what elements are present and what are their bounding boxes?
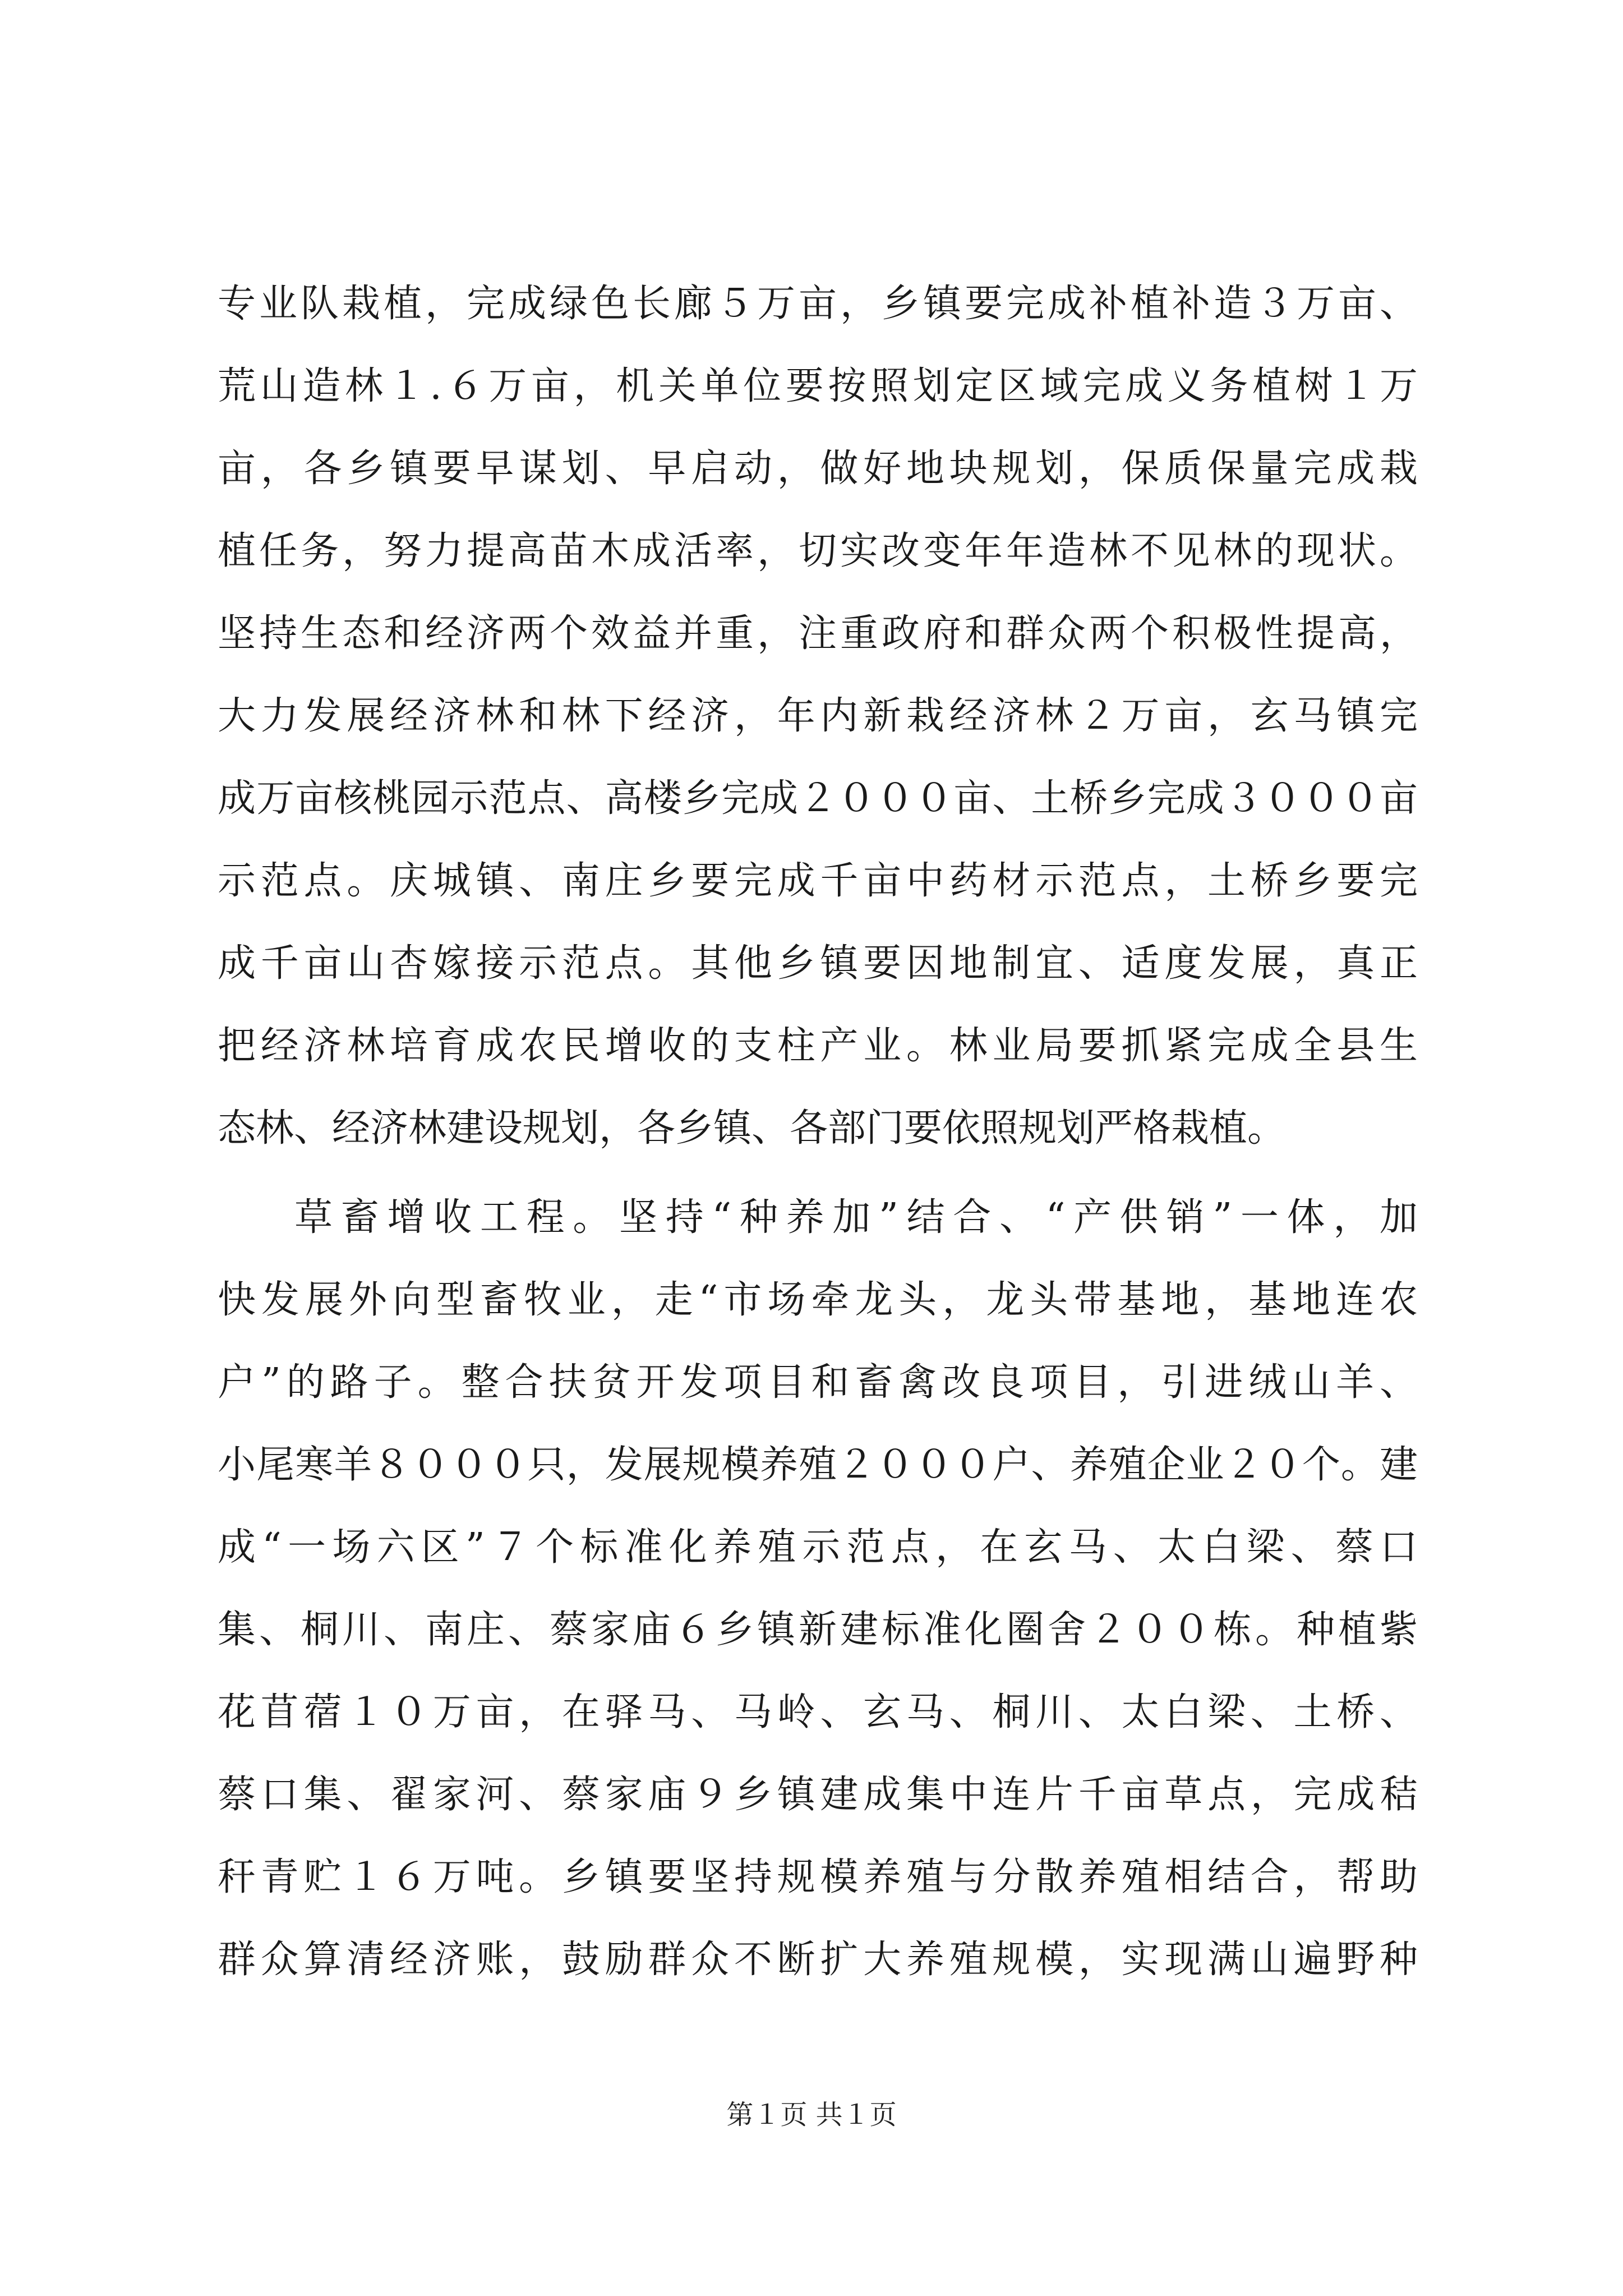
text-line: 花苜蓿１０万亩，在驿马、马岭、玄马、桐川、太白梁、土桥、	[218, 1690, 1418, 1734]
page-footer: 第１页 共１页	[726, 2099, 897, 2131]
text-line: 秆青贮１６万吨。乡镇要坚持规模养殖与分散养殖相结合，帮助	[218, 1855, 1418, 1899]
body-text	[218, 263, 1418, 2001]
text-line: 群众算清经济账，鼓励群众不断扩大养殖规模，实现满山遍野种	[218, 1938, 1418, 1982]
text-line: 专业队栽植，完成绿色长廊５万亩，乡镇要完成补植补造３万亩、	[218, 282, 1418, 326]
text-line: 集、桐川、南庄、蔡家庙６乡镇新建标准化圈舍２００栋。种植紫	[218, 1608, 1418, 1652]
text-line: 植任务，努力提高苗木成活率，切实改变年年造林不见林的现状。	[218, 529, 1418, 573]
text-line: 户”的路子。整合扶贫开发项目和畜禽改良项目，引进绒山羊、	[218, 1360, 1418, 1405]
text-line: 快发展外向型畜牧业，走“市场牵龙头，龙头带基地，基地连农	[218, 1278, 1418, 1322]
paragraph-gap	[218, 1170, 1418, 1176]
text-line: 坚持生态和经济两个效益并重，注重政府和群众两个积极性提高，	[218, 611, 1418, 656]
text-line: 小尾寒羊８０００只，发展规模养殖２０００户、养殖企业２０个。建	[218, 1443, 1418, 1487]
paragraph-2	[218, 1176, 1418, 2001]
paragraph-1	[218, 263, 1418, 1170]
text-line: 荒山造林１.６万亩，机关单位要按照划定区域完成义务植树１万	[218, 364, 1418, 408]
text-line: 成万亩核桃园示范点、高楼乡完成２０００亩、土桥乡完成３０００亩	[218, 776, 1418, 821]
text-line: 态林、经济林建设规划，各乡镇、各部门要依照规划严格栽植。	[218, 1106, 1286, 1151]
text-line: 蔡口集、翟家河、蔡家庙９乡镇建成集中连片千亩草点，完成秸	[218, 1773, 1418, 1817]
text-line: 草畜增收工程。坚持“种养加”结合、“产供销”一体，加	[294, 1195, 1418, 1240]
text-line: 成“一场六区”７个标准化养殖示范点，在玄马、太白梁、蔡口	[218, 1525, 1418, 1570]
text-line: 把经济林培育成农民增收的支柱产业。林业局要抓紧完成全县生	[218, 1024, 1418, 1068]
text-line: 亩，各乡镇要早谋划、早启动，做好地块规划，保质保量完成栽	[218, 447, 1418, 491]
text-line: 示范点。庆城镇、南庄乡要完成千亩中药材示范点，土桥乡要完	[218, 859, 1418, 903]
text-line: 大力发展经济林和林下经济，年内新栽经济林２万亩，玄马镇完	[218, 694, 1418, 738]
text-line: 成千亩山杏嫁接示范点。其他乡镇要因地制宜、适度发展，真正	[218, 941, 1418, 986]
